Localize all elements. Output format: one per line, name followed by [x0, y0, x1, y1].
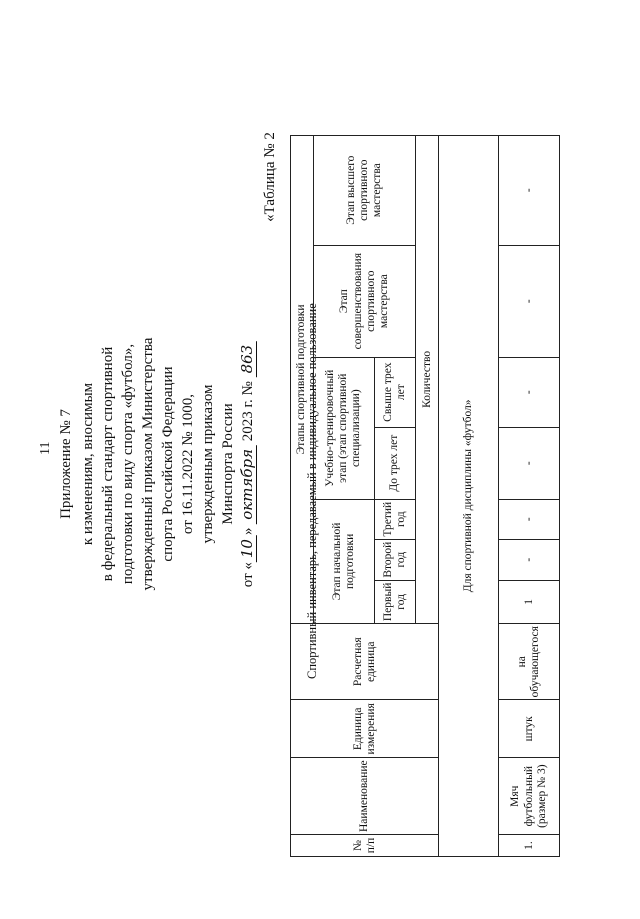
row-high: - [499, 135, 560, 245]
order-year: 2023 г. № [240, 377, 256, 445]
section-row [439, 54, 499, 857]
stage-initial: Этап начальной подготовки [314, 499, 375, 623]
row-t2: - [499, 357, 560, 427]
col-unit-header: Единица измерения [291, 700, 439, 758]
equipment-table [290, 54, 560, 857]
header-line-9: Минспорта России [220, 403, 236, 525]
stage-improvement: Этап совершенствования спортивного мастерства [314, 245, 416, 357]
table-row [499, 54, 560, 857]
up-to-three: До трех лет [374, 427, 416, 499]
table-caption: Спортивный инвентарь, передаваемый в индивидуальное пользование [305, 303, 319, 679]
header-line-2: к изменениям, вносимым [80, 382, 96, 546]
header-row-1 [291, 54, 314, 857]
header-line-3: в федеральный стандарт спортивной [100, 346, 116, 582]
stage-higher: Этап высшего спортивного мастерства [314, 135, 416, 245]
quantity-header: Количество [416, 135, 439, 623]
order-day: 10 [238, 535, 257, 562]
year-first: Первый год [374, 580, 416, 623]
order-prefix: от « [240, 562, 256, 588]
header-line-5: утвержденный приказом Министерства [140, 337, 156, 591]
row-unit: штук [499, 700, 560, 758]
row-imp: - [499, 245, 560, 357]
row-y3: - [499, 499, 560, 539]
row-spacer [499, 54, 560, 135]
section-title: Для спортивной дисциплины «футбол» [439, 135, 499, 856]
col-name-header: Наименование [291, 758, 439, 835]
stage-training: Учебно-тренировочный этап (этап спортивной специализации) [314, 357, 375, 499]
col-num-header: № п/п [291, 835, 439, 857]
over-three: Свыше трех лет [374, 357, 416, 427]
order-mid: » [240, 523, 256, 536]
year-third: Третий год [374, 499, 416, 539]
header-line-7: от 16.11.2022 № 1000, [180, 393, 196, 535]
header-line-6: спорта Российской Федерации [160, 366, 176, 562]
header-line-1: Приложение № 7 [58, 409, 74, 519]
caption-spacer [291, 54, 439, 135]
stages-header: Этапы спортивной подготовки [291, 135, 314, 623]
year-second: Второй год [374, 539, 416, 580]
row-num: 1. [499, 835, 560, 857]
order-month: октября [238, 445, 257, 524]
table-label: «Таблица № 2 [262, 132, 278, 222]
row-t1: - [499, 427, 560, 499]
row-name: Мяч футбольный (размер № 3) [499, 758, 560, 835]
order-number: 863 [238, 341, 257, 378]
row-calc: на обучающегося [499, 624, 560, 700]
section-spacer [439, 54, 499, 135]
header-line-4: подготовки по виду спорта «футбол», [120, 343, 136, 585]
page-number: 11 [38, 441, 53, 455]
row-y2: - [499, 539, 560, 580]
order-date-line [238, 341, 257, 587]
col-calc-header: Расчетная единица [291, 624, 439, 700]
row-y1: 1 [499, 580, 560, 623]
header-line-8: утвержденным приказом [200, 384, 216, 544]
